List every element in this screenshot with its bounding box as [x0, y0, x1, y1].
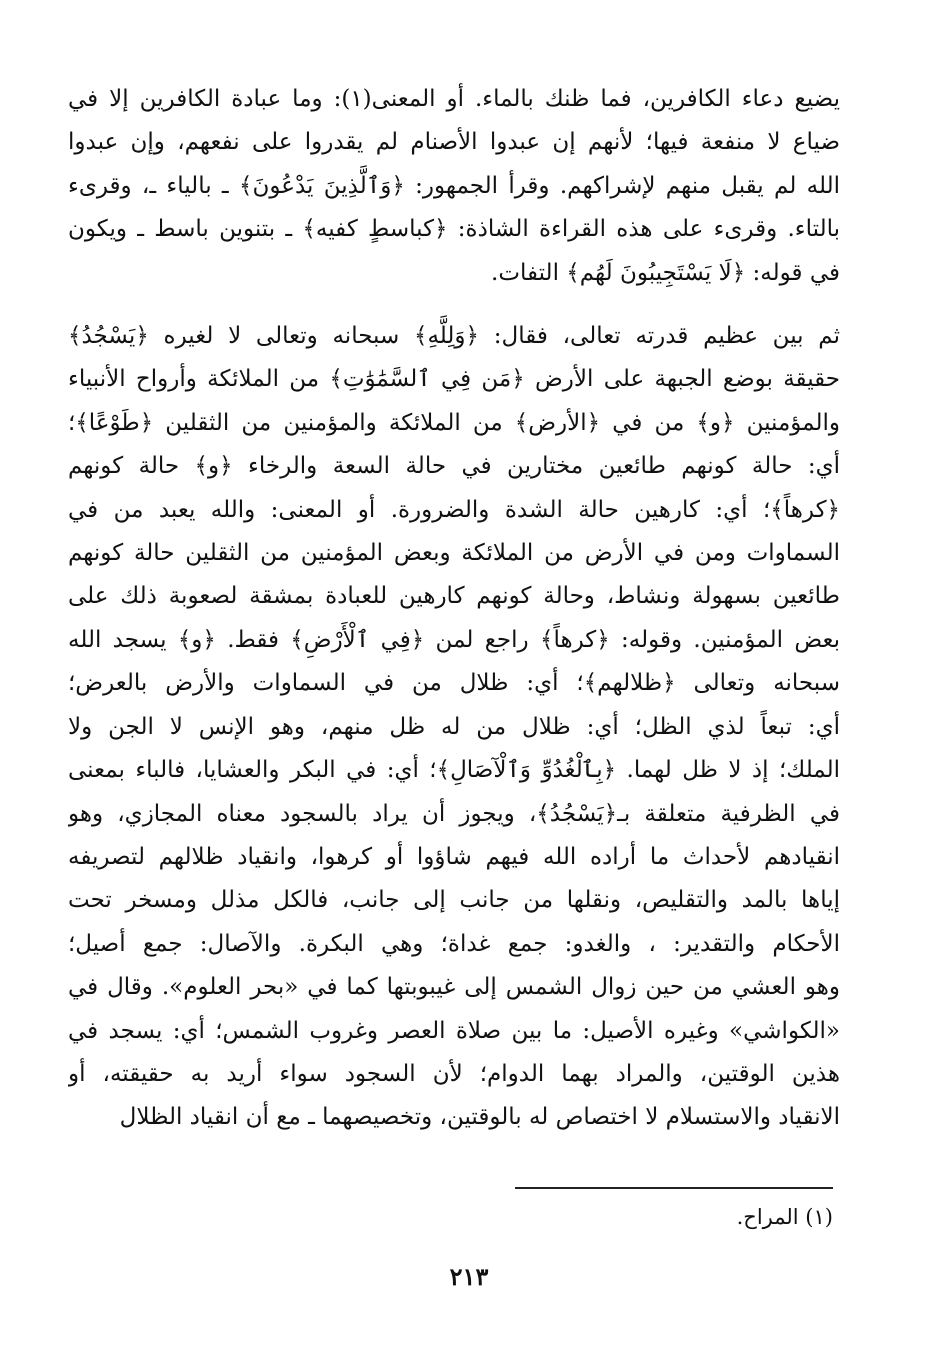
text-line: بعض المؤمنين. وقوله: ﴿كرهاً﴾ راجع لمن ﴿فِي ٱلْأَرْضِ﴾ فقط. ﴿و﴾ يسجد الله	[68, 626, 840, 653]
text-line: بالتاء. وقرىء على هذه القراءة الشاذة: ﴿كباسطٍ كفيه﴾ ـ بتنوين باسط ـ ويكون	[68, 216, 840, 243]
text-line: حقيقة بوضع الجبهة على الأرض ﴿مَن فِي ٱلسَّمَٰوَٰتِ﴾ من الملائكة وأرواح الأنبياء	[68, 366, 840, 393]
paragraph	[68, 315, 840, 1140]
text-line: السماوات ومن في الأرض من الملائكة وبعض المؤمنين من الثقلين حالة كونهم	[68, 540, 840, 567]
text-line: يضيع دعاء الكافرين، فما ظنك بالماء. أو المعنى(١): وما عبادة الكافرين إلا في	[68, 86, 840, 112]
text-line: الله لم يقبل منهم لإشراكهم. وقرأ الجمهور: ﴿وَٱلَّذِينَ يَدْعُونَ﴾ ـ بالياء ـ، وقرىء	[68, 172, 840, 199]
footnote: (١) المراح.	[736, 1205, 833, 1229]
footnote-separator	[515, 1187, 833, 1189]
body-text	[68, 78, 840, 1140]
paragraph	[68, 78, 840, 295]
text-line: ﴿كرهاً﴾؛ أي: كارهين حالة الشدة والضرورة. أو المعنى: والله يعبد من في	[68, 496, 840, 523]
text-line: إياها بالمد والتقليص، ونقلها من جانب إلى جانب، فالكل مذلل ومسخر تحت	[68, 887, 840, 914]
text-line: الملك؛ إذ لا ظل لهما. ﴿بِٱلْغُدُوِّ وَٱلْآصَالِ﴾؛ أي: في البكر والعشايا، فالباء بمعنى	[68, 757, 840, 784]
text-line: طائعين بسهولة ونشاط، وحالة كونهم كارهين للعبادة بمشقة لصعوبة ذلك على	[68, 583, 840, 610]
text-line: ضياع لا منفعة فيها؛ لأنهم إن عبدوا الأصنام لم يقدروا على نفعهم، وإن عبدوا	[68, 129, 840, 156]
text-line: في الظرفية متعلقة بـ﴿يَسْجُدُ﴾، ويجوز أن يراد بالسجود معناه المجازي، وهو	[68, 800, 840, 827]
text-line: هذين الوقتين، والمراد بهما الدوام؛ لأن السجود سواء أريد به حقيقته، أو	[68, 1060, 840, 1087]
text-line: والمؤمنين ﴿و﴾ من في ﴿الأرض﴾ من الملائكة والمؤمنين من الثقلين ﴿طَوْعًا﴾؛	[68, 409, 840, 436]
text-line: الانقياد والاستسلام لا اختصاص له بالوقتين، وتخصيصهما ـ مع أن انقياد الظلال	[119, 1104, 840, 1131]
text-line: أي: تبعاً لذي الظل؛ أي: ظلال من له ظل منهم، وهو الإنس لا الجن ولا	[68, 713, 840, 740]
text-line: وهو العشي من حين زوال الشمس إلى غيبوبتها كما في «بحر العلوم». وقال في	[68, 974, 840, 1001]
text-line: أي: حالة كونهم طائعين مختارين في حالة السعة والرخاء ﴿و﴾ حالة كونهم	[68, 453, 840, 480]
text-line: في قوله: ﴿لَا يَسْتَجِيبُونَ لَهُم﴾ التفات.	[491, 259, 840, 286]
text-line: «الكواشي» وغيره الأصيل: ما بين صلاة العصر وغروب الشمس؛ أي: يسجد في	[68, 1017, 840, 1044]
text-line: ثم بين عظيم قدرته تعالى، فقال: ﴿وَلِلَّهِ﴾ سبحانه وتعالى لا لغيره ﴿يَسْجُدُ﴾	[68, 323, 840, 350]
text-line: الأحكام والتقدير: ، والغدو: جمع غداة؛ وهي البكرة. والآصال: جمع أصيل؛	[68, 930, 840, 957]
text-line: سبحانه وتعالى ﴿ظلالهم﴾؛ أي: ظلال من في السماوات والأرض بالعرض؛	[68, 670, 840, 697]
page-number: ٢١٣	[449, 1262, 489, 1291]
text-line: انقيادهم لأحداث ما أراده الله فيهم شاؤوا أو كرهوا، وانقياد ظلالهم لتصريفه	[68, 843, 840, 870]
